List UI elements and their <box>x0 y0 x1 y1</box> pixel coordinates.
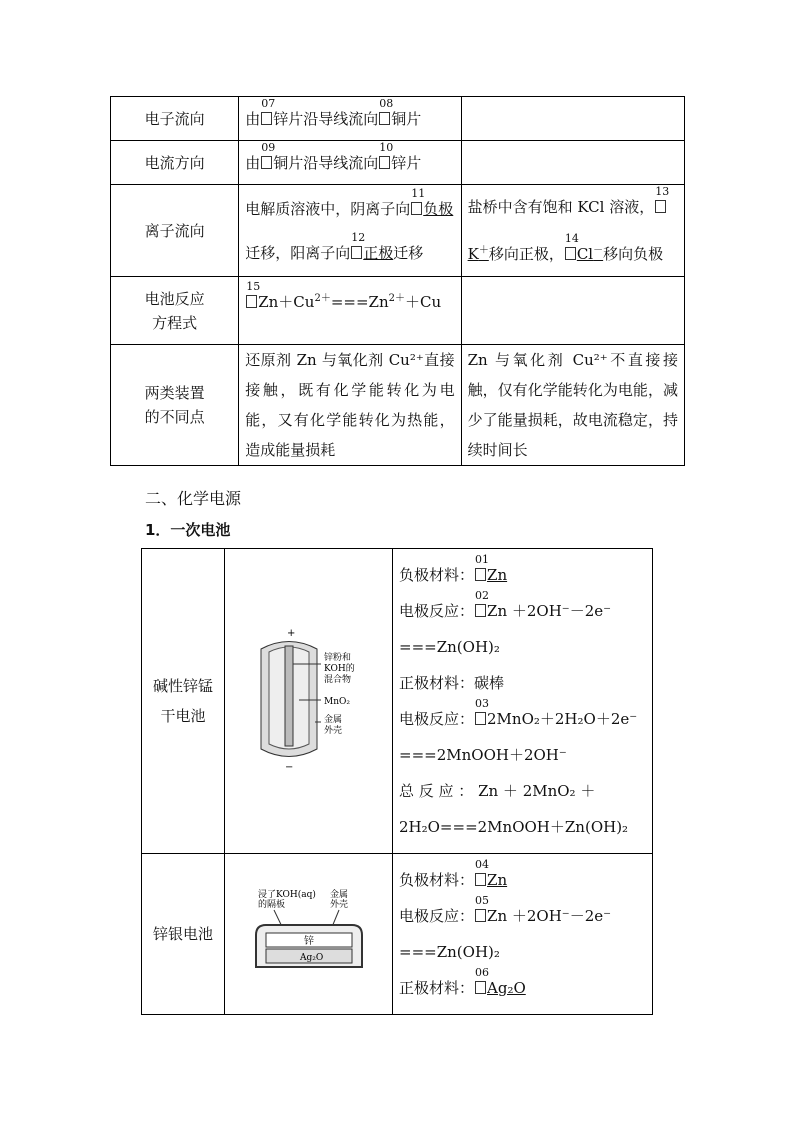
blank-box: 10 <box>379 156 390 169</box>
blank-box: 09 <box>261 156 272 169</box>
svg-text:Ag₂O: Ag₂O <box>299 953 323 963</box>
battery-name: 锌银电池 <box>142 854 225 1015</box>
svg-text:混合物: 混合物 <box>323 675 351 685</box>
cell <box>461 97 684 141</box>
battery-description: 负极材料： 04 Zn 电极反应： 05 Zn ＋2OH⁻－2e⁻ ===Zn(OH)₂ 正极材料： 06 Ag₂O <box>393 854 653 1015</box>
cell: Zn 与氧化剂 Cu²⁺不直接接触，仅有化学能转化为电能，减少了能量损耗，故电流稳定，持续时间长 <box>461 345 684 466</box>
row-label: 离子流向 <box>111 185 239 277</box>
svg-text:金属: 金属 <box>323 715 342 725</box>
cell: 盐桥中含有饱和 KCl 溶液， 13 K＋移向正极， 14 Cl－移向负极 <box>461 185 684 277</box>
row-label: 电流方向 <box>111 141 239 185</box>
comparison-table <box>110 96 685 466</box>
cell <box>461 141 684 185</box>
blank-box: 14 <box>565 247 576 260</box>
row-label: 电池反应 方程式 <box>111 277 239 345</box>
cell: 由 09 铜片沿导线流向 10 锌片 <box>239 141 461 185</box>
blank-box: 02 <box>475 604 486 617</box>
svg-text:外壳: 外壳 <box>323 726 342 736</box>
blank-box: 05 <box>475 909 486 922</box>
cell: 15 $Zn+Cu^{2+}===Zn^{2+}+Cu$ <box>239 277 461 345</box>
blank-box: 03 <box>475 712 486 725</box>
blank-box: 11 <box>411 202 422 215</box>
blank-box: 07 <box>261 112 272 125</box>
svg-text:+: + <box>286 628 295 639</box>
cell: 由 07 锌片沿导线流向 08 铜片 <box>239 97 461 141</box>
blank-box: 13 <box>655 200 666 213</box>
subsection-title: 1．一次电池 <box>145 521 231 539</box>
blank-box: 04 <box>475 873 486 886</box>
cell: 电解质溶液中，阴离子向 11 负极迁移，阳离子向 12 正极迁移 <box>239 185 461 277</box>
silver-cell-diagram <box>244 887 374 977</box>
svg-text:锌: 锌 <box>303 936 314 947</box>
battery-table <box>141 548 653 1015</box>
alkaline-battery-figure <box>225 549 393 854</box>
svg-text:的隔板: 的隔板 <box>257 900 285 910</box>
alkaline-cell-diagram <box>249 624 369 774</box>
svg-text:外壳: 外壳 <box>329 900 348 910</box>
svg-text:KOH的: KOH的 <box>323 664 355 674</box>
blank-box: 08 <box>379 112 390 125</box>
svg-text:浸了KOH(aq): 浸了KOH(aq) <box>257 890 316 900</box>
svg-text:−: − <box>284 762 293 773</box>
svg-text:锌粉和: 锌粉和 <box>323 653 351 663</box>
battery-name: 碱性锌锰 干电池 <box>142 549 225 854</box>
row-label: 电子流向 <box>111 97 239 141</box>
row-label: 两类装置 的不同点 <box>111 345 239 466</box>
svg-text:MnO₂: MnO₂ <box>323 697 350 707</box>
section-title: 二、化学电源 <box>145 489 242 508</box>
blank-box: 01 <box>475 568 486 581</box>
cell: 还原剂 Zn 与氧化剂 Cu²⁺直接接触，既有化学能转化为电能，又有化学能转化为热能，造成能量损耗 <box>239 345 461 466</box>
cell <box>461 277 684 345</box>
silver-battery-figure <box>225 854 393 1015</box>
blank-box: 15 <box>246 295 257 308</box>
blank-box: 06 <box>475 981 486 994</box>
battery-description: 负极材料： 01 Zn 电极反应： 02 Zn ＋2OH⁻－2e⁻ ===Zn(OH)₂ 正极材料：碳棒 电极反应： 03 2MnO₂＋2H₂O＋2e⁻ ===2MnOOH＋2OH⁻ 总 反 应 ： Zn ＋ 2MnO₂ ＋ 2H₂O===2MnOOH＋Zn(OH)₂ <box>393 549 653 854</box>
svg-text:金属: 金属 <box>329 890 348 900</box>
blank-box: 12 <box>351 246 362 259</box>
